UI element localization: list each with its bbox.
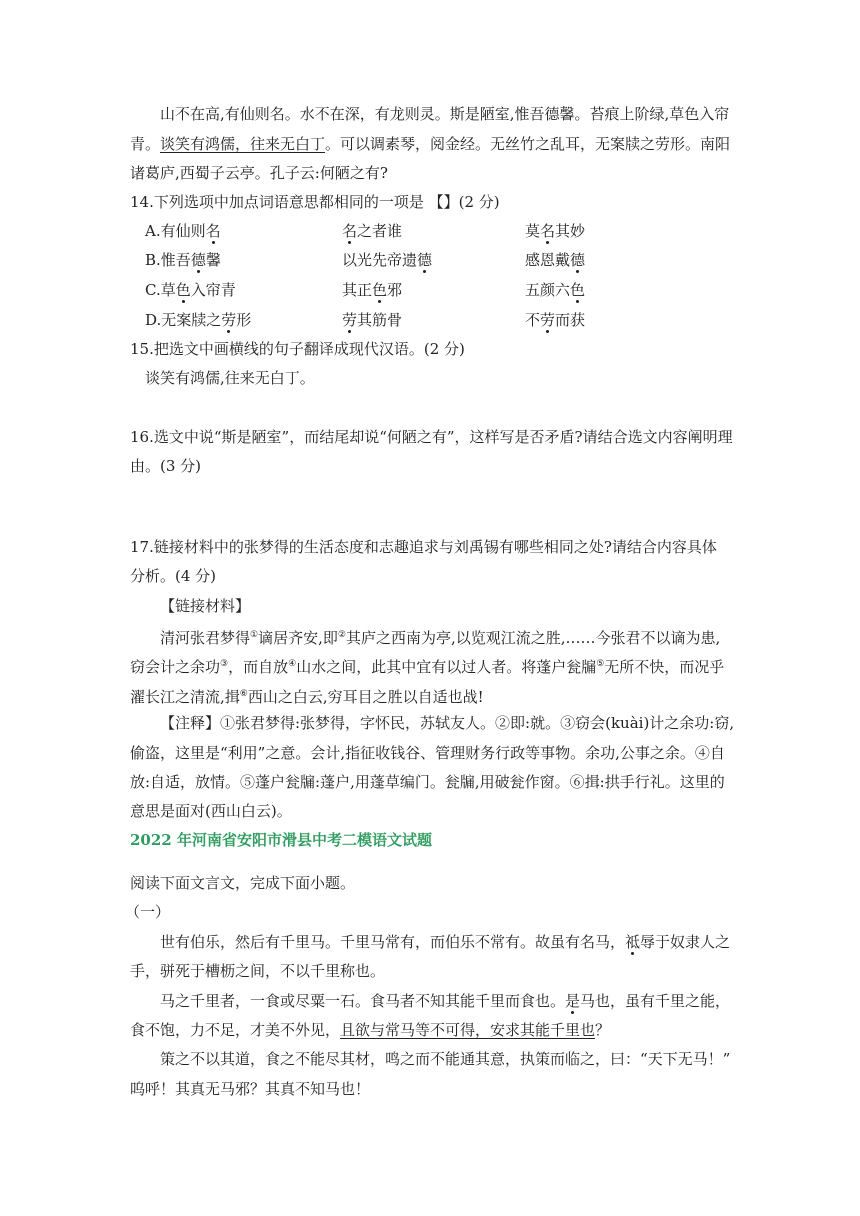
dotted-word: 劳 xyxy=(342,311,358,329)
option-c: C.草色入帘青 xyxy=(145,281,236,299)
option-d: D.无案牍之劳形 xyxy=(145,311,252,329)
passage-line: 山不在高,有仙则名。水不在深，有龙则灵。斯是陋室,惟吾德馨。苔痕上阶绿,草色入帘 xyxy=(160,105,730,123)
passage2-line: 食不饱，力不足，才美不外见，且欲与常马等不可得，安求其能千里也？ xyxy=(130,1021,611,1039)
underlined-sentence: 谈笑有鸿儒，往来无白丁 xyxy=(160,135,326,153)
question-17-line: 17.链接材料中的张梦得的生活态度和志趣追求与刘禹锡有哪些相同之处?请结合内容具体 xyxy=(130,538,717,556)
passage2-line: 呜呼！其真无马邪？其真不知马也！ xyxy=(130,1080,371,1098)
section-label: （一） xyxy=(125,903,171,921)
dotted-word: 劳 xyxy=(540,311,556,329)
option-b-2: 以光先帝遗德 xyxy=(342,251,433,269)
dotted-word: 劳 xyxy=(221,311,237,329)
option-d-2: 劳其筋骨 xyxy=(342,311,403,329)
link-material-line: 清河张君梦得①谪居齐安,即②其庐之西南为亭,以览观江流之胜,……今张君不以谪为患, xyxy=(160,629,721,647)
passage2-line: 世有伯乐，然后有千里马。千里马常有，而伯乐不常有。故虽有名马，祗辱于奴隶人之 xyxy=(160,933,731,951)
dotted-word: 是 xyxy=(565,992,581,1010)
notes-line: 放:自适，放情。⑤蓬户瓮牖:蓬户,用蓬草编门。瓮牖,用破瓮作窗。⑥揖:拱手行礼。这里的 xyxy=(130,773,725,791)
notes-line: 【注释】①张君梦得:张梦得，字怀民，苏轼友人。②即:就。③窃会(kuài)计之余功:窃, xyxy=(160,714,735,732)
question-16-line: 由。(3 分) xyxy=(130,457,202,475)
notes-line: 偷盗，这里是“利用”之意。会计,指征收钱谷、管理财务行政等事物。余功,公事之余。④自 xyxy=(130,744,725,762)
question-15-sentence: 谈笑有鸿儒,往来无白丁。 xyxy=(145,369,315,387)
passage-line: 青。谈笑有鸿儒，往来无白丁。可以调素琴，阅金经。无丝竹之乱耳，无案牍之劳形。南阳 xyxy=(130,135,731,153)
passage2-line: 马之千里者，一食或尽粟一石。食马者不知其能千里而食也。是马也，虽有千里之能， xyxy=(160,992,731,1010)
dotted-word: 色 xyxy=(175,281,191,299)
link-material-title: 【链接材料】 xyxy=(160,597,251,615)
passage2-line: 手，骈死于槽枥之间，不以千里称也。 xyxy=(130,962,386,980)
exam-title: 2022 年河南省安阳市滑县中考二模语文试题 xyxy=(130,831,432,849)
option-b-3: 感恩戴德 xyxy=(525,251,586,269)
question-17-line: 分析。(4 分) xyxy=(130,567,217,585)
instruction: 阅读下面文言文，完成下面小题。 xyxy=(130,874,356,892)
dotted-word: 德 xyxy=(417,251,433,269)
option-c-3: 五颜六色 xyxy=(525,281,586,299)
underlined-sentence: 且欲与常马等不可得，安求其能千里也 xyxy=(340,1021,596,1039)
link-material-line: 窃会计之余功③，而自放④山水之间，此其中宜有以过人者。将蓬户瓮牖⑤无所不快，而况乎 xyxy=(130,658,725,676)
link-material-line: 濯长江之清流,揖⑥西山之白云,穷耳目之胜以自适也战! xyxy=(130,688,484,706)
dotted-word: 祗 xyxy=(625,933,641,951)
question-14-stem: 14.下列选项中加点词语意思都相同的一项是 【】(2 分) xyxy=(130,193,500,211)
dotted-word: 名 xyxy=(342,222,358,240)
option-b: B.惟吾德馨 xyxy=(145,251,221,269)
question-15-stem: 15.把选文中画横线的句子翻译成现代汉语。(2 分) xyxy=(130,340,465,358)
option-a-2: 名之者谁 xyxy=(342,222,403,240)
passage-line: 诸葛庐,西蜀子云亭。孔子云:何陋之有? xyxy=(130,164,388,182)
option-a-3: 莫名其妙 xyxy=(525,222,586,240)
option-d-3: 不劳而获 xyxy=(525,311,586,329)
dotted-word: 德 xyxy=(570,251,586,269)
notes-line: 意思是面对(西山白云)。 xyxy=(130,802,292,820)
dotted-word: 名 xyxy=(540,222,556,240)
question-16-line: 16.选文中说“斯是陋室”，而结尾却说“何陋之有”，这样写是否矛盾?请结合选文内容阐明理 xyxy=(130,428,733,446)
option-a: A.有仙则名 xyxy=(145,222,221,240)
option-c-2: 其正色邪 xyxy=(342,281,403,299)
dotted-word: 色 xyxy=(372,281,388,299)
dotted-word: 色 xyxy=(570,281,586,299)
passage2-line: 策之不以其道，食之不能尽其材，鸣之而不能通其意，执策而临之，曰：“天下无马！” xyxy=(160,1050,731,1068)
dotted-word: 名 xyxy=(205,222,221,240)
dotted-word: 德 xyxy=(190,251,206,269)
